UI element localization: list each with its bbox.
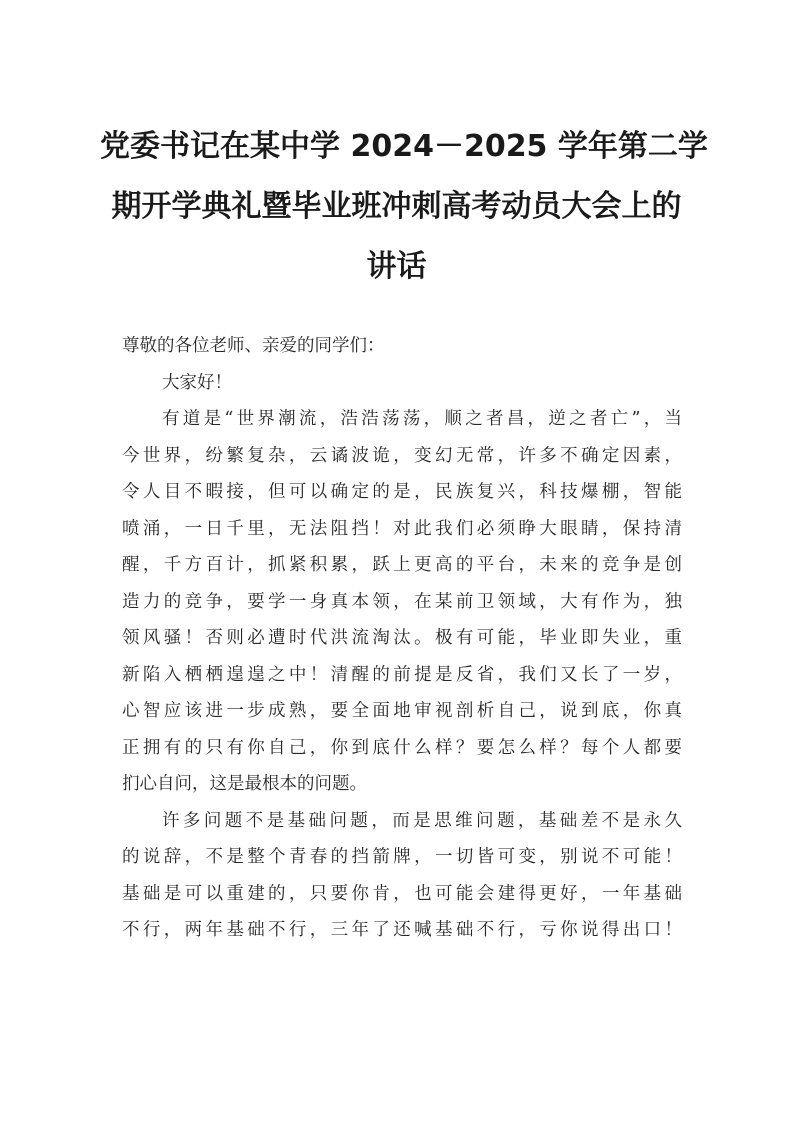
paragraph-line: 喷涌，一日千里，无法阻挡！对此我们必须睁大眼睛，保持清 <box>122 518 682 539</box>
paragraph-line: 基础是可以重建的，只要你肯，也可能会建得更好，一年基础 <box>122 883 682 904</box>
title-line-2: 期开学典礼暨毕业班冲刺高考动员大会上的 <box>111 189 682 224</box>
title-line-1: 党委书记在某中学 2024－2025 学年第二学 <box>100 129 708 164</box>
salutation: 尊敬的各位老师、亲爱的同学们： <box>122 336 385 356</box>
paragraph-line: 心智应该进一步成熟，要全面地审视剖析自己，说到底，你真 <box>122 701 682 721</box>
paragraph-line: 新陷入栖栖遑遑之中！清醒的前提是反省，我们又长了一岁， <box>122 664 682 685</box>
paragraph-line: 造力的竞争，要学一身真本领，在某前卫领域，大有作为，独 <box>122 591 682 612</box>
paragraph-line: 令人目不暇接，但可以确定的是，民族复兴，科技爆棚，智能 <box>122 482 682 502</box>
paragraph-line: 的说辞，不是整个青春的挡箭牌，一切皆可变，别说不可能！ <box>122 847 682 867</box>
document-body <box>122 328 682 949</box>
paragraph-line: 今世界，纷繁复杂，云谲波诡，变幻无常，许多不确定因素， <box>122 445 682 466</box>
paragraph-line: 许多问题不是基础问题，而是思维问题，基础差不是永久 <box>162 810 682 831</box>
paragraph-line: 正拥有的只有你自己，你到底什么样？要怎么样？每个人都要 <box>122 737 682 758</box>
paragraph-line: 扪心自问，这是最根本的问题。 <box>122 774 367 794</box>
title-line-3: 讲话 <box>366 249 427 284</box>
paragraph-1 <box>122 401 682 803</box>
paragraph-line: 有道是“世界潮流，浩浩荡荡，顺之者昌，逆之者亡”，当 <box>162 409 682 429</box>
paragraph-line: 醒，千方百计，抓紧积累，跃上更高的平台，未来的竞争是创 <box>122 555 682 575</box>
document-title <box>100 117 708 297</box>
greeting: 大家好！ <box>162 372 232 393</box>
paragraph-line: 不行，两年基础不行，三年了还喊基础不行，亏你说得出口！ <box>122 920 682 940</box>
paragraph-2 <box>122 803 682 949</box>
paragraph-line: 领风骚！否则必遭时代洪流淘汰。极有可能，毕业即失业，重 <box>122 628 682 648</box>
